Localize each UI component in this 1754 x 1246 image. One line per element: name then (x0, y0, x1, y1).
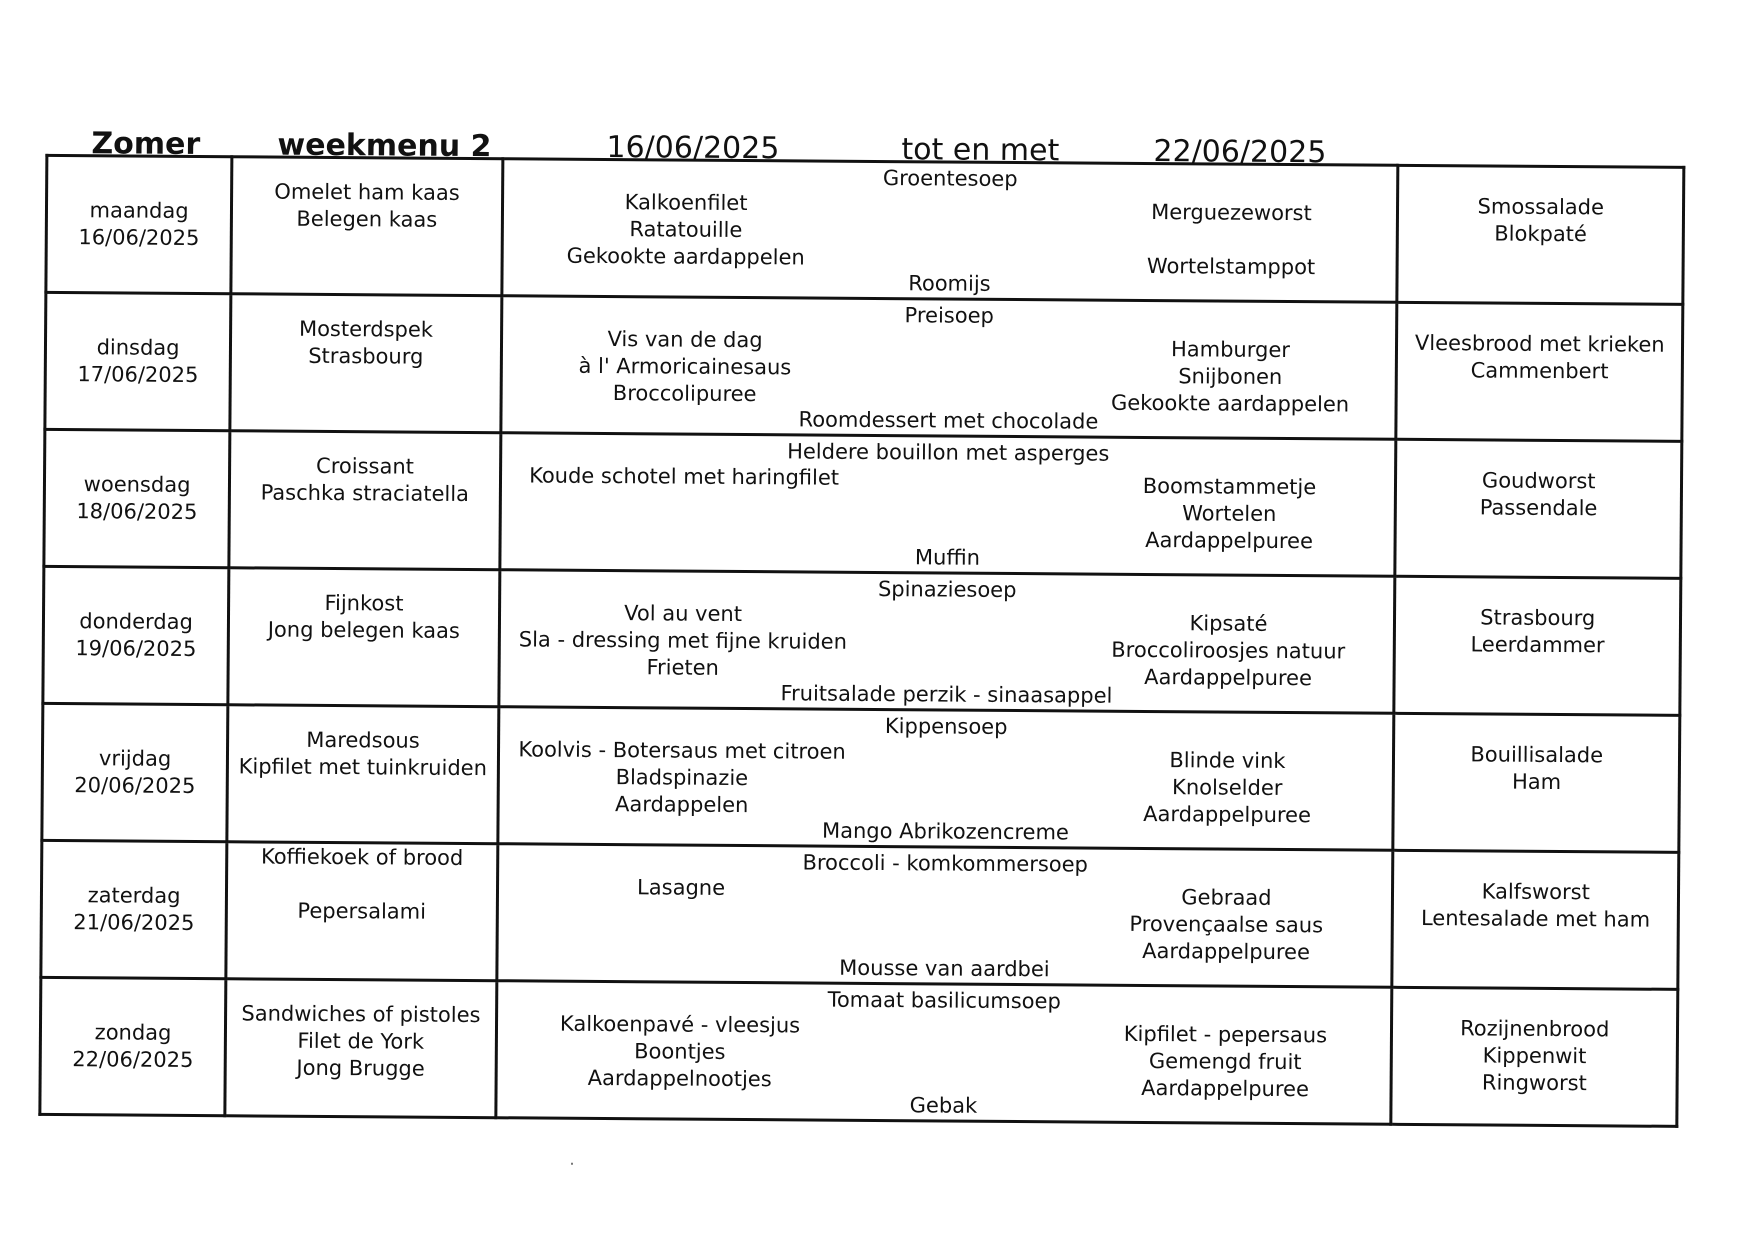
day-date: 18/06/2025 (76, 499, 198, 525)
table-row (44, 429, 1682, 578)
main-a-item: Kalkoenpavé - vleesjus (559, 1011, 801, 1038)
breakfast-cell (228, 568, 499, 707)
main-course-a (499, 736, 865, 820)
main-course-a (501, 462, 866, 492)
main-a-item: Lasagne (637, 875, 726, 900)
end-date: 22/06/2025 (1153, 134, 1327, 171)
menu-title: weekmenu 2 (277, 127, 492, 165)
dinner-cell (1393, 713, 1680, 852)
main-b-item: Wortelen (1182, 501, 1277, 526)
breakfast-item: Koffiekoek of brood (260, 844, 464, 870)
day-date: 19/06/2025 (75, 636, 197, 662)
dinner-item: Smossalade (1477, 194, 1605, 220)
dinner-item: Strasbourg (1480, 605, 1596, 631)
dinner-item: Blokpaté (1494, 221, 1587, 247)
breakfast-item: Jong belegen kaas (267, 617, 460, 643)
lunch-cell (501, 159, 1398, 303)
day-date: 20/06/2025 (74, 773, 196, 799)
main-a-item: à l' Armoricainesaus (578, 353, 792, 380)
lunch-cell (499, 433, 1396, 577)
dinner-item: Kalfsworst (1481, 879, 1590, 905)
main-b-item: Kipsaté (1189, 611, 1268, 636)
main-b-item: Knolselder (1172, 775, 1283, 800)
day-date: 17/06/2025 (77, 362, 199, 388)
main-b-item: Aardappelpuree (1144, 664, 1313, 691)
scan-speck (571, 1163, 573, 1165)
breakfast-item: Omelet ham kaas (274, 179, 460, 205)
breakfast-cell (227, 705, 498, 844)
main-b-item: Gekookte aardappelen (1110, 390, 1350, 417)
lunch-cell (495, 981, 1392, 1125)
lunch-cell (500, 296, 1397, 440)
dinner-cell (1392, 850, 1679, 989)
table-row (40, 977, 1678, 1126)
day-name: vrijdag (98, 746, 172, 771)
dinner-item: Ham (1511, 769, 1562, 795)
main-b-item: Broccoliroosjes natuur (1111, 637, 1346, 664)
day-cell (45, 292, 231, 430)
main-b-item: Provençaalse saus (1129, 911, 1324, 938)
breakfast-item: Croissant (316, 453, 414, 479)
main-course-b (1061, 883, 1392, 966)
breakfast-item: Sandwiches of pistoles (241, 1001, 481, 1028)
main-b-item: Aardappelpuree (1143, 801, 1312, 828)
breakfast-item: Fijnkost (324, 590, 404, 616)
dessert: Gebak (909, 1093, 978, 1118)
main-b-item: Wortelstamppot (1146, 253, 1316, 280)
lunch-cell (498, 570, 1395, 714)
dinner-cell (1391, 987, 1678, 1126)
main-b-item: Snijbonen (1178, 364, 1283, 389)
breakfast-item: Paschka straciatella (260, 480, 470, 507)
dessert: Muffin (914, 545, 981, 570)
main-course-b (1060, 1020, 1391, 1103)
until-label: tot en met (901, 132, 1060, 169)
main-a-item: Vis van de dag (607, 327, 763, 353)
main-b-item: Gemengd fruit (1148, 1049, 1302, 1075)
dessert: Roomdessert met chocolade (798, 407, 1099, 434)
dinner-item: Vleesbrood met krieken (1414, 330, 1665, 357)
main-b-item: Gebraad (1181, 885, 1272, 910)
main-a-item: Gekookte aardappelen (566, 243, 805, 270)
table-row (42, 703, 1680, 852)
table-row (43, 566, 1681, 715)
soup: Heldere bouillon met asperges (787, 439, 1110, 466)
day-date: 16/06/2025 (78, 225, 200, 251)
main-a-item: Frieten (646, 655, 719, 680)
main-a-item: Boontjes (634, 1039, 726, 1064)
breakfast-cell (226, 842, 497, 981)
dinner-cell (1395, 439, 1682, 578)
dessert: Mousse van aardbei (839, 955, 1050, 982)
breakfast-item: Filet de York (297, 1028, 425, 1054)
soup: Kippensoep (884, 714, 1008, 739)
day-name: zaterdag (87, 883, 181, 908)
main-course-a (503, 188, 869, 272)
day-name: donderdag (79, 609, 193, 634)
weekmenu-table (38, 154, 1685, 1128)
day-date: 21/06/2025 (73, 910, 195, 936)
main-a-item: Aardappelnootjes (587, 1065, 772, 1092)
dinner-item: Rozijnenbrood (1460, 1016, 1610, 1042)
day-cell (43, 566, 229, 704)
main-a-item: Koolvis - Botersaus met citroen (518, 737, 846, 764)
day-cell (41, 840, 227, 978)
soup: Preisoep (904, 303, 994, 328)
main-b-item: Aardappelpuree (1141, 1075, 1310, 1102)
dinner-cell (1397, 165, 1684, 304)
main-b-item: Hamburger (1170, 337, 1291, 363)
lunch-cell (496, 844, 1393, 988)
breakfast-cell (229, 431, 500, 570)
lunch-cell (497, 707, 1394, 851)
main-course-b (1062, 746, 1393, 829)
main-course-b (1064, 472, 1395, 555)
main-a-item: Sla - dressing met fijne kruiden (518, 627, 848, 654)
start-date: 16/06/2025 (606, 130, 780, 167)
day-cell (44, 429, 230, 567)
main-b-item: Merguezeworst (1151, 199, 1312, 226)
main-a-item: Kalkoenfilet (624, 190, 748, 216)
breakfast-item: Maredsous (306, 727, 420, 753)
main-course-a (500, 599, 866, 683)
main-a-item: Ratatouille (629, 217, 743, 243)
season-label: Zomer (91, 126, 201, 163)
dessert: Fruitsalade perzik - sinaasappel (780, 681, 1113, 708)
main-course-a (502, 325, 868, 409)
day-name: woensdag (83, 472, 191, 497)
soup: Groentesoep (882, 166, 1018, 192)
main-b-item: Kipfilet - pepersaus (1123, 1021, 1328, 1048)
breakfast-cell (230, 294, 501, 433)
breakfast-item: Strasbourg (308, 343, 424, 369)
dinner-item: Lentesalade met ham (1420, 905, 1651, 932)
main-course-b (1063, 609, 1394, 692)
main-a-item: Vol au vent (624, 601, 743, 627)
day-name: zondag (94, 1020, 172, 1045)
day-date: 22/06/2025 (72, 1047, 194, 1073)
main-a-item: Bladspinazie (615, 765, 749, 791)
main-a-item: Aardappelen (614, 792, 749, 818)
day-name: maandag (89, 198, 189, 223)
breakfast-item: Jong Brugge (296, 1055, 425, 1081)
soup: Spinaziesoep (877, 577, 1017, 603)
dinner-item: Passendale (1479, 495, 1598, 521)
dessert: Mango Abrikozencreme (821, 818, 1069, 845)
day-cell (46, 155, 232, 293)
day-cell (42, 703, 228, 841)
dessert: Roomijs (908, 271, 991, 296)
table-row (46, 155, 1684, 304)
main-b-item: Aardappelpuree (1142, 938, 1311, 965)
breakfast-item: Belegen kaas (296, 206, 438, 232)
breakfast-item: Pepersalami (297, 898, 427, 924)
soup: Tomaat basilicumsoep (827, 987, 1061, 1014)
dinner-item: Ringworst (1481, 1070, 1587, 1096)
dinner-item: Cammenbert (1470, 358, 1609, 384)
main-b-item: Aardappelpuree (1145, 527, 1314, 554)
dinner-item: Leerdammer (1470, 632, 1605, 658)
main-course-a (497, 1010, 863, 1094)
main-course-b (1066, 198, 1397, 281)
main-a-item: Koude schotel met haringfilet (529, 463, 840, 490)
main-b-item: Blinde vink (1169, 748, 1286, 773)
breakfast-item: Kipfilet met tuinkruiden (238, 754, 488, 781)
day-cell (40, 977, 226, 1115)
dinner-cell (1396, 302, 1683, 441)
table-row (41, 840, 1679, 989)
dinner-cell (1394, 576, 1681, 715)
soup: Broccoli - komkommersoep (802, 850, 1089, 877)
main-course-a (498, 873, 863, 903)
breakfast-item: Mosterdspek (298, 316, 434, 342)
dinner-item: Kippenwit (1482, 1043, 1587, 1069)
breakfast-cell (231, 157, 502, 296)
day-name: dinsdag (96, 335, 180, 360)
dinner-item: Bouillisalade (1470, 742, 1604, 768)
table-row (45, 292, 1683, 441)
dinner-item: Goudworst (1481, 468, 1596, 494)
main-a-item: Broccolipuree (612, 381, 757, 407)
main-b-item: Boomstammetje (1142, 473, 1317, 500)
main-course-b (1065, 335, 1396, 418)
breakfast-cell (225, 979, 496, 1118)
